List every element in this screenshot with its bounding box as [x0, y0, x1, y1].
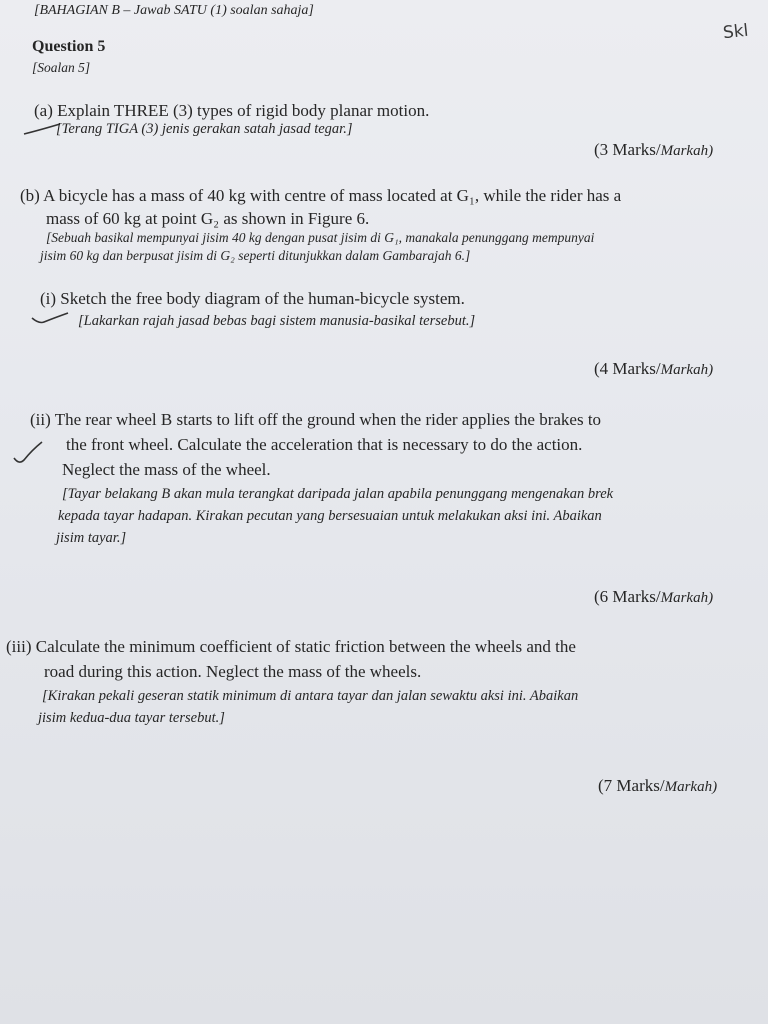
part-a-malay: [Terang TIGA (3) jenis gerakan satah jasad tegar.]	[56, 121, 353, 137]
part-b-line-1: (b) A bicycle has a mass of 40 kg with centre of mass located at G₁, while the rider has a	[20, 186, 622, 205]
part-b-i-marks	[594, 359, 713, 379]
marks-label-malay: Markah)	[660, 362, 714, 378]
part-b-ii-line-2: the front wheel. Calculate the acceleration that is necessary to do the action.	[66, 435, 583, 454]
handwritten-tick-icon	[30, 310, 70, 326]
part-b-iii-malay-1: [Kirakan pekali geseran statik minimum di antara tayar dan jalan sewaktu aksi ini. Abaikan	[42, 688, 579, 704]
part-a-text: (a) Explain THREE (3) types of rigid body planar motion.	[34, 101, 430, 120]
part-b-ii-malay-2: kepada tayar hadapan. Kirakan pecutan yang bersesuaian untuk melakukan aksi ini. Abaikan	[58, 508, 602, 524]
part-b-i-text: (i) Sketch the free body diagram of the human-bicycle system.	[40, 289, 465, 308]
part-b-ii-line-3: Neglect the mass of the wheel.	[62, 460, 271, 479]
part-b-iii-marks	[598, 776, 717, 796]
part-b-i-malay: [Lakarkan rajah jasad bebas bagi sistem manusia-basikal tersebut.]	[78, 313, 476, 329]
marks-label: (7 Marks/	[598, 776, 665, 795]
part-b-malay-2: jisim 60 kg dan berpusat jisim di G₂ seperti ditunjukkan dalam Gambarajah 6.]	[40, 248, 471, 263]
part-b-iii-line-1: (iii) Calculate the minimum coefficient of static friction between the wheels and the	[6, 637, 576, 656]
marks-label-malay: Markah)	[660, 590, 714, 606]
part-b-iii-malay-2: jisim kedua-dua tayar tersebut.]	[38, 710, 225, 726]
marks-label-malay: Markah)	[660, 143, 714, 159]
part-b-line-2: mass of 60 kg at point G₂ as shown in Figure 6.	[46, 209, 370, 228]
part-a-marks	[594, 140, 713, 160]
part-b-iii-line-2: road during this action. Neglect the mass of the wheels.	[44, 662, 422, 681]
part-b-ii-malay-3: jisim tayar.]	[56, 530, 127, 546]
part-b-malay-1: [Sebuah basikal mempunyai jisim 40 kg dengan pusat jisim di G₁, manakala penunggang mempunyai	[46, 230, 595, 245]
handwritten-annotation: Skl	[721, 20, 749, 44]
question-subtitle: [Soalan 5]	[32, 60, 91, 75]
question-title: Question 5	[32, 38, 106, 55]
handwritten-tick-icon	[12, 440, 44, 466]
marks-label: (3 Marks/	[594, 140, 661, 159]
part-b-ii-marks	[594, 587, 713, 607]
part-b-ii-malay-1: [Tayar belakang B akan mula terangkat daripada jalan apabila penunggang mengenakan brek	[62, 486, 614, 502]
part-b-ii-line-1: (ii) The rear wheel B starts to lift off the ground when the rider applies the brakes to	[30, 410, 602, 429]
marks-label: (4 Marks/	[594, 359, 661, 378]
section-header: [BAHAGIAN B – Jawab SATU (1) soalan sahaja]	[34, 3, 314, 18]
marks-label-malay: Markah)	[664, 779, 718, 795]
marks-label: (6 Marks/	[594, 587, 661, 606]
